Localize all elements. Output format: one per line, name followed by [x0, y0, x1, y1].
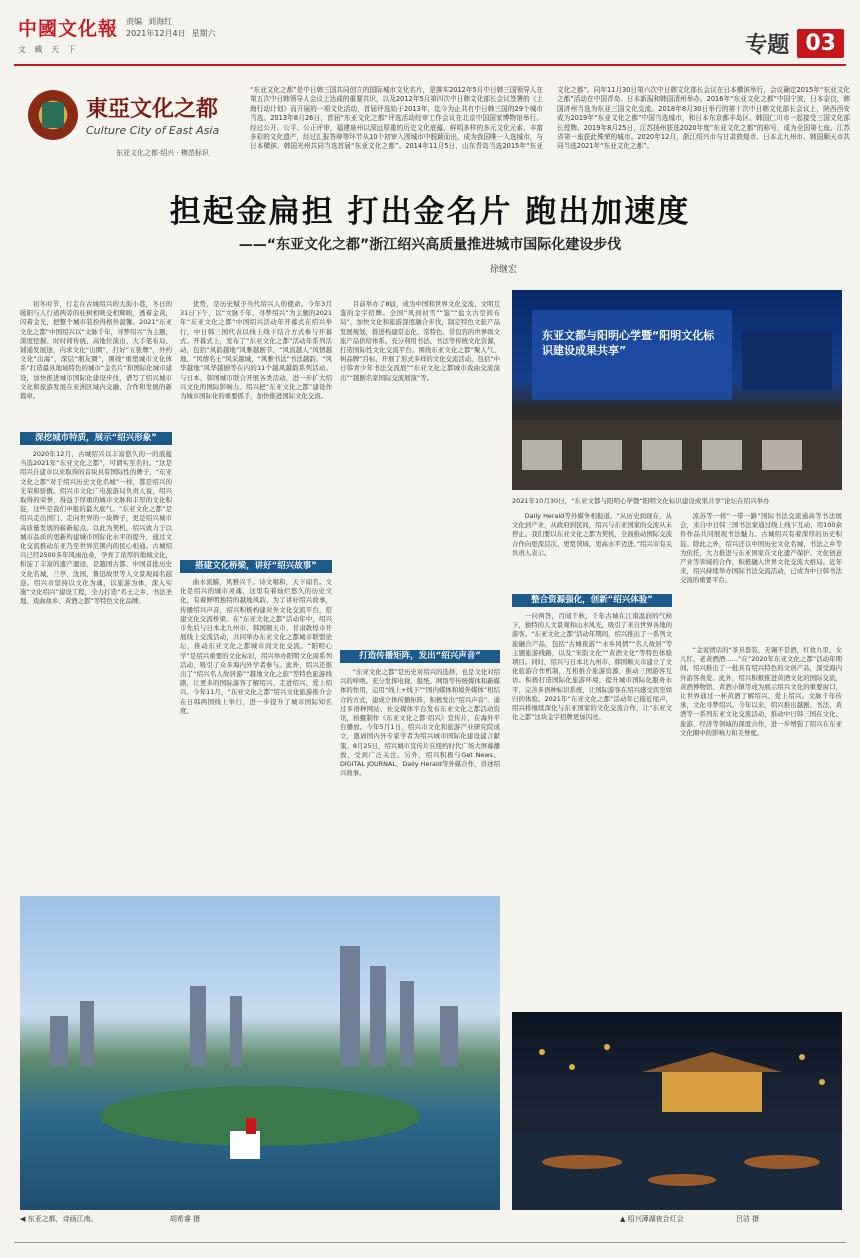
culture-city-logo-icon: [28, 90, 78, 140]
article-column: [20, 450, 172, 886]
paragraph: 优势，是历史赋予当代绍兴人的使命。今年3月31日下午，以“文脉千年，寻梦绍兴”为主题的2021年“东亚文化之都”中国绍兴活动年开幕式在绍兴举行，中日韩三国代表以线上线下结合方式参与开幕式。开幕式上，发布了“东亚文化之都”活动年系列活动，包括“风韵越地”风雅越剧节、“风流越人”风情越地、“风情名士”风采越城、“风雅书法”书法越韵、“风华越地”风华越剧等在内的11个越风越韵系列活动。与日本、韩国城市联合开展各类活动，进一步扩大绍兴文化的国际影响力。绍兴把“东亚文化之都”建设作为城市国际化的重要抓手，加快推进国际文化交流。: [180, 300, 332, 401]
headline: 担起金扁担 打出金名片 跑出加速度: [169, 194, 691, 230]
issue-weekday: 星期六: [191, 29, 216, 38]
article-column: [180, 578, 332, 886]
forum-photo-scene: [512, 290, 842, 490]
intro-text: “东亚文化之都”是中日韩三国共同创立的国际城市文化名片，是落实2012年5月中日韩三国领导人在第五次中日韩领导人会议上达成的重要共识，以及2012年5月第四次中日韩文化部长会议签署的《上海行动计划》而开展的一项文化活动，首届评选始于2013年，迄今为止共有中日韩三国的29个城市当选。2013年8月26日，首届“东亚文化之都”评选活动经审工作会议在北京中国国家博物馆举行。经过公开、公平、公正评审，福建泉州以深远厚重的历史文化底蕴、鲜明多样的多元文化元素、丰富多彩的文化遗产，经过汇报答辩等环节从10个初审入围城市中脱颖而出，成为我国唯一入选城市，与日本横滨、韩国光州共同当选首届“东亚文化之都”。2014年11月5日，山东青岛当选2015年“东亚文化之都”。同年11月30日第六次中日韩文化部长会议在日本横滨举行，会议确定2015年“东亚文化之都”活动在中国青岛、日本新潟和韩国清州举办。2016年“东亚文化之都”中国宁波，日本奈良，韩国济州当选为东亚三国文化交流。2018年8月30日举行的第十次中日韩文化部长会议上，陕西西安成为2019年“东亚文化之都”中国当选城市，和日本东京都丰岛区、韩国仁川市一起接受三国文化部长授牌。2019年8月25日，江苏扬州获选2020年度“东亚文化之都”的称号，成为全国第七座、江苏省第一座获此殊荣的城市。2020年12月，浙江绍兴市与甘肃敦煌市、日本北九州市、韩国顺天市共同当选2021年“东亚文化之都”。: [250, 86, 850, 151]
article-column: [340, 668, 500, 886]
paragraph: “东亚文化之都”是历史对绍兴的选择，也是文化对绍兴的呼唤。充分发挥电视、报纸、网络等传统媒体和新媒体的作用，运用“线上+线下”“国内媒体和境外媒体”相结合的方式，建成立体传播矩阵，积极发出“绍兴声音”。通过多语种网站、社交媒体平台发布东亚文化之都活动资讯，拍摄制作《东亚文化之都·绍兴》宣传片，在海外平台播放。今年5月1日，绍兴市文化和旅游产业研究院成立，邀请国内外专家学者为绍兴城市国际化建设建言献策。8月25日，绍兴城市宣传片在纽约时代广场大屏幕播放，受到广泛关注。另外，绍兴积极与Get News、DIGITAL JOURNAL、Daily Herald等外媒合作，讲述绍兴故事。: [340, 668, 500, 778]
city-skyline-photo: [20, 896, 500, 1210]
editor-label: 责编: [126, 17, 142, 26]
article-column: [512, 512, 672, 590]
paragraph: “金说情话的“茶具套装，无锡不是酒，红妆九里、女儿红、老黄酒酒……”在“2020年东亚文化之都”活动年期间，绍兴推出了一批具有绍兴特色的文创产品，深受海内外游客喜爱。此外，绍兴积极推进黄酒文化的国际交流，黄酒博物馆、黄酒小镇等成为展示绍兴文化的重要窗口，让世界通过一杯黄酒了解绍兴、爱上绍兴。文脉千年传承，文化寻梦绍兴。今年以来，绍兴推出越剧、书法、黄酒等一系列东亚文化交流活动，推动中日韩三国在文化、旅游、经济等领域的深度合作，进一步增强了绍兴在东亚文化圈中的影响力和美誉度。: [680, 646, 842, 737]
masthead: [18, 14, 118, 55]
photo-caption: [620, 1214, 759, 1224]
section-title: 专题: [745, 32, 790, 58]
paragraph: 曲水流觞，风雅兴千。诗文唱和，天下闻名。文化是绍兴的城市灵魂，这里有着灿烂悠久的历史文化，有着鲜明独特的越地风韵。为了讲好绍兴故事，传播绍兴声音，绍兴积极构建对外文化交流平台，搭建文化交流桥梁。在“东亚文化之都”活动年中，绍兴市先后与日本北九州市、韩国顺天市、甘肃敦煌市开展线上交流活动，共同举办东亚文化之都城市联盟论坛，推动东亚文化之都城市间文化交流。“阳明心学”是绍兴重要的文化标识，绍兴举办阳明文化周系列活动，吸引了众多海内外学者参与。此外，绍兴还推出了“绍兴名人故居游”“越地文化之旅”等特色旅游线路，让更多的国际游客了解绍兴、走进绍兴、爱上绍兴。今年11月，“东亚文化之都”绍兴文化旅游推介会在日韩两国线上举行，进一步提升了城市国际知名度。: [180, 578, 332, 715]
article-column: [20, 300, 172, 428]
editor-name: 刘海红: [148, 17, 172, 26]
banner-subtitle: Culture City of East Asia: [86, 124, 220, 137]
photo-caption: 2021年10月30日，“东亚文都与阳明心学暨“阳明文化标识建设成果共享”论坛在绍兴举办: [512, 497, 770, 505]
city-skyline-scene: [20, 896, 500, 1210]
lantern-festival-photo: [512, 1012, 842, 1210]
forum-photo: [512, 290, 842, 490]
forum-photo-banner-text: 东亚文都与阳明心学暨“阳明文化标识建设成果共享”: [542, 329, 715, 357]
photo-credit: 吕洁 摄: [735, 1215, 760, 1223]
paragraph: 2020年12月，古城绍兴以丰富悠久的一的底蕴当选2021年“东亚文化之都”，可谓实至名归。“这是绍兴自建市以来取得的首块具有国际性的牌子，“东亚文化之都”对于绍兴历史文化名城”一样，都是绍兴的光荣和骄傲。绍兴市文化广电旅游局负责人说，绍兴取得的荣誉，得益于厚重的城市文脉和丰厚的文化积淀，这些是我们申报的最大底气。“东亚文化之都”是绍兴走出国门、走向世界的一块牌子，更是绍兴城市高质量发展的崭新起点。以此为契机，绍兴致力于以城市品质的更新构建城市国际化水平的提升，通过文化交流推动东亚乃至世界范围内的民心相通。古城绍兴已经2500多年风雨沧桑，孕育了浓厚的地域文化，积淀了丰富的遗产遗迹，是越国古都、中国首批历史文化名城，兰亭、沈园、鲁迅故里等人文景观闻名遐迩。绍兴市坚持以文化为魂，以旅游为体，深入实施“文化绍兴”建设工程，全力打造“名士之乡、书法圣地、戏曲故乡、黄酒之都”等特色文化品牌。: [20, 450, 172, 606]
header-divider: [14, 64, 846, 66]
masthead-title: 中國文化報: [18, 18, 119, 40]
footer-divider: [14, 1242, 846, 1243]
caption-text: ◀ 东亚之都，诗画江南。: [20, 1215, 98, 1223]
photo-credit: 胡希睿 摄: [169, 1215, 201, 1223]
section-badge: [745, 28, 844, 59]
section-heading: 整合资源强化，创新“绍兴体验”: [512, 594, 672, 607]
page-number: 03: [797, 29, 844, 58]
masthead-slogan: 文 藏 天 下: [18, 45, 79, 54]
paragraph: 初冬时节，行走在古城绍兴的大街小巷，冬日的暖阳与人行道两旁的桂树相映交相辉映，透着金黄，闪着金光，把整个城市装扮得格外温馨。2021“东亚文化之都”中国绍兴以“文脉千年，寻梦绍兴”为主题，深度挖掘、时时间传统、高地位演出、大手笔布局、铺通发展途，内求文化“出圈”，打好“五张牌”，外约文化“出海”，深层“朋友圈”，围绕“重塑城市文化体系”打造最具地域特色的城市“金名片”和国际化城市建设，加快推进城市国际化建设步伐，谱写了绍兴城市文化和旅游发展在亚洲区域内交融、合作和发展的新篇章。: [20, 300, 172, 401]
paragraph: 一问两答，百闻千秋，千年古城在江南温润的气候下，独特的人文景观和山水风光，吸引了来自世界各地的游客。“东亚文化之都”活动年期间，绍兴推出了一系列文旅融合产品，包括“古城夜游”“水乡风情”“名人故居”等主题旅游线路，以及“宋韵文化”“黄酒文化”等特色体验项目。同时，绍兴与日本北九州市、韩国顺天市建立了文化旅游合作机制，互相推介旅游资源，推动三国游客互访。积极打造国际化旅游环境，提升城市国际化服务水平，完善多语种标识系统，让国际游客在绍兴感受宾至如归的体验。2021年“东亚文化之都”活动年已接近尾声，绍兴将继续深化与东亚国家的文化交流合作，让“东亚文化之都”这块金字招牌更加闪亮。: [512, 612, 672, 722]
banner-column-label: 东亚文化之都·绍兴 · 模范标识: [116, 149, 209, 157]
subheadline: ——“东亚文化之都”浙江绍兴高质量推进城市国际化建设步伐: [238, 237, 622, 253]
section-heading: 深挖城市特质，展示“绍兴形象”: [20, 432, 172, 445]
paragraph: 目前举办了8届，成为中国和世界文化交流、文明互鉴的金字招牌。全国“风到初雪”“鉴”“盐文古空间布局”，加快文化和旅游深度融合步伐，制定特色文旅产品发展规划，推进构建常态化、常特色、常包容的世界级文旅产品供给体系。充分利用书法、书法等传统文化资源，打造国际性文化交流平台。围绕东亚文化之都“聚人气、树品牌”目标，开展了形式多样的文化交流活动，包括“中日韩青少年书法交流展”“东亚文化之都城市戏曲交流演出”“越剧名家国际交流展演”等。: [340, 300, 500, 382]
header-meta: [126, 16, 222, 40]
photo-caption: [20, 1214, 200, 1224]
lantern-festival-scene: [512, 1012, 842, 1210]
banner-title: 東亞文化之都: [86, 96, 219, 122]
caption-text: ▲ 绍兴薄湖夜合灯会: [620, 1215, 684, 1223]
paragraph: 流苏等一样“一带一路”国际书法交流通高等书法展会，来自中日韩三国书法家通过线上线下互动，用100余件作品共同展现书法魅力。古城绍兴有着深厚的历史积淀。除此之外，绍兴还以中国历史文化名城、书法之乡等为依托，大力推进与东亚国家在文化遗产保护、文化创意产业等领域的合作，积极融入世界文化交流大格局。近年来，绍兴持续举办国际书法交流活动，已成为中日韩书法交流的重要平台。: [680, 512, 842, 585]
article-column: [680, 646, 842, 886]
article-column: [680, 512, 842, 642]
section-heading: 打造传播矩阵，发出“绍兴声音”: [340, 650, 500, 663]
article-column: [180, 300, 332, 556]
section-heading: 搭建文化桥梁，讲好“绍兴故事”: [180, 560, 332, 573]
paragraph: Daily Herald等外媒争相报道。“从历史到现在，从文化到产业，从政府到民间，绍兴与东亚国家的交流从未停止。我们要以东亚文化之都为契机，全面推动国际交流合作向更深层次、更宽领域、更高水平迈进。”绍兴市有关负责人表示。: [512, 512, 672, 557]
issue-date: 2021年12月4日: [126, 29, 186, 38]
article-column: [512, 612, 672, 886]
article-column: [340, 300, 500, 646]
byline: 徐继宏: [490, 265, 518, 275]
